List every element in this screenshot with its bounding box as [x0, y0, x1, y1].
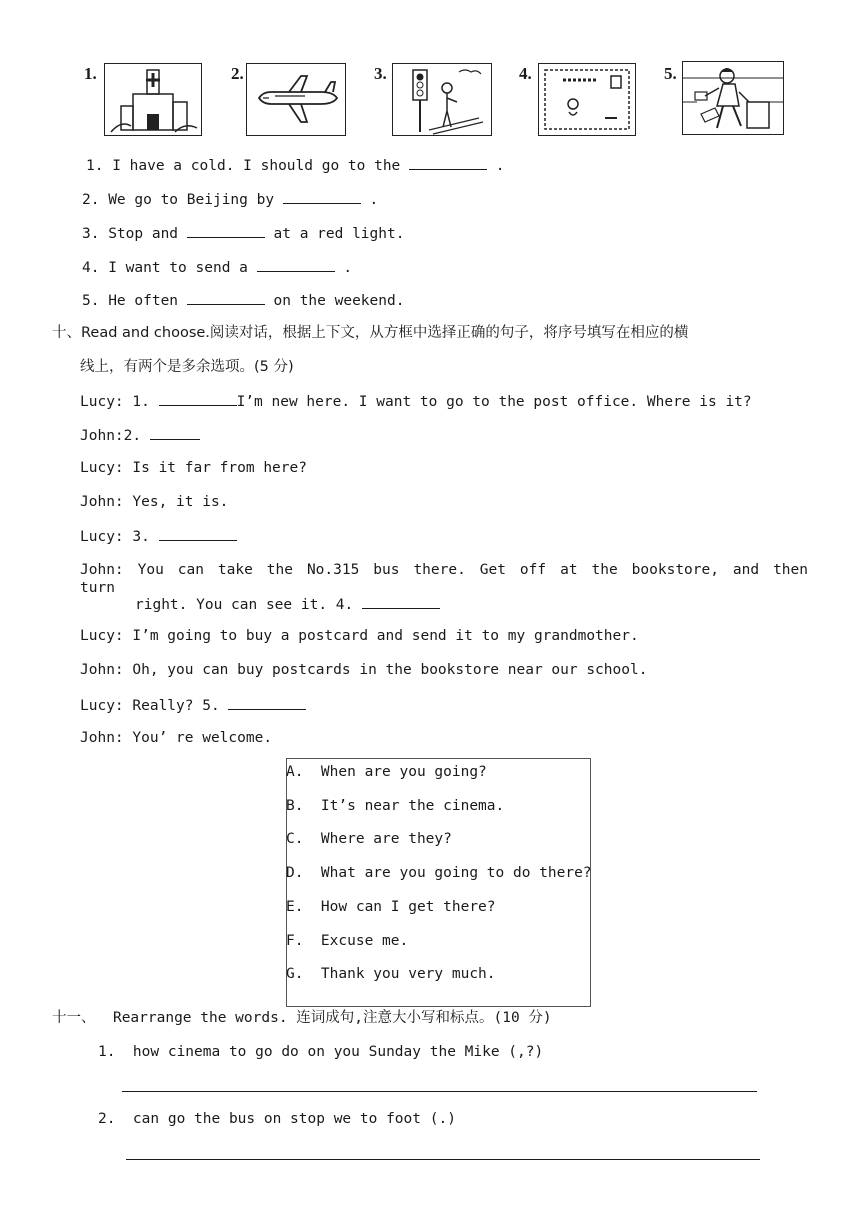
- dialogue-text: John:2.: [80, 428, 150, 444]
- dialogue-line-4: John: Yes, it is.: [80, 494, 229, 510]
- section-11-heading: 十一、 Rearrange the words. 连词成句,注意大小写和标点。(10 分): [52, 1010, 552, 1026]
- picture-number-1: 1.: [84, 64, 97, 83]
- traveler-icon: [682, 61, 784, 135]
- sentence-text: on the weekend.: [264, 293, 405, 309]
- dialogue-text: Lucy: 1.: [80, 394, 159, 410]
- picture-number-5: 5.: [664, 64, 677, 83]
- dialogue-text: Lucy: 3.: [80, 529, 159, 545]
- item-number: 4.: [82, 260, 100, 276]
- option-d: D. What are you going to do there?: [286, 865, 592, 881]
- option-g: G. Thank you very much.: [286, 966, 496, 982]
- option-f: F. Excuse me.: [286, 933, 409, 949]
- dialogue-text: Lucy: Really? 5.: [80, 698, 229, 714]
- sentence-text: .: [487, 158, 505, 174]
- item-number: 3.: [82, 226, 100, 242]
- picture-number-3: 3.: [374, 64, 387, 83]
- answer-blank[interactable]: [409, 155, 487, 170]
- item-number: 1.: [86, 158, 104, 174]
- sentence-text: .: [360, 192, 379, 208]
- option-c: C. Where are they?: [286, 831, 452, 847]
- answer-blank[interactable]: [257, 257, 335, 272]
- sentence-text: .: [334, 260, 353, 276]
- answer-blank[interactable]: [283, 189, 361, 204]
- fill-sentence-1: [86, 155, 504, 175]
- answer-blank[interactable]: [228, 695, 306, 710]
- answer-blank[interactable]: [150, 425, 200, 440]
- fill-sentence-5: [82, 290, 404, 310]
- option-e: E. How can I get there?: [286, 899, 496, 915]
- sentence-text: Stop and: [108, 226, 187, 242]
- answer-blank[interactable]: [159, 526, 237, 541]
- sentence-text: We go to Beijing by: [108, 192, 283, 208]
- rearrange-item-2: 2. can go the bus on stop we to foot (.): [98, 1111, 456, 1127]
- fill-sentence-4: [82, 257, 352, 277]
- answer-blank[interactable]: [159, 391, 237, 406]
- dialogue-text: right. You can see it. 4.: [135, 597, 362, 613]
- item-number: 2.: [82, 192, 100, 208]
- dialogue-line-7: Lucy: I’m going to buy a postcard and send it to my grandmother.: [80, 628, 639, 644]
- picture-number-4: 4.: [519, 64, 532, 83]
- answer-blank[interactable]: [187, 223, 265, 238]
- answer-line-1[interactable]: [122, 1091, 757, 1092]
- dialogue-line-6: John: You can take the No.315 bus there. Get off at the bookstore, and then turn: [80, 562, 808, 596]
- dialogue-line-8: John: Oh, you can buy postcards in the bookstore near our school.: [80, 662, 648, 678]
- answer-line-2[interactable]: [126, 1159, 760, 1160]
- rearrange-item-1: 1. how cinema to go do on you Sunday the Mike (,?): [98, 1044, 544, 1060]
- sentence-text: at a red light.: [264, 226, 405, 242]
- dialogue-text: I’m new here. I want to go to the post office. Where is it?: [236, 394, 752, 410]
- dialogue-line-6-cont: [135, 594, 440, 614]
- option-b: B. It’s near the cinema.: [286, 798, 505, 814]
- sentence-text: He often: [108, 293, 187, 309]
- answer-blank[interactable]: [187, 290, 265, 305]
- section-10-heading-cont: 线上，有两个是多余选项。(5 分): [80, 359, 294, 375]
- traffic-light-icon: [392, 63, 492, 136]
- picture-number-2: 2.: [231, 64, 244, 83]
- hospital-icon: [104, 63, 202, 136]
- item-number: 5.: [82, 293, 100, 309]
- dialogue-line-2: [80, 425, 200, 445]
- dialogue-line-9: [80, 695, 306, 715]
- dialogue-line-3: Lucy: Is it far from here?: [80, 460, 307, 476]
- section-10-heading: 十、Read and choose.阅读对话，根据上下文，从方框中选择正确的句子，将序号填写在相应的横: [52, 325, 689, 341]
- dialogue-line-1: [80, 391, 752, 411]
- dialogue-line-5: [80, 526, 237, 546]
- answer-blank[interactable]: [362, 594, 440, 609]
- envelope-icon: [538, 63, 636, 136]
- sentence-text: I have a cold. I should go to the: [112, 158, 410, 174]
- option-a: A. When are you going?: [286, 764, 487, 780]
- sentence-text: I want to send a: [108, 260, 257, 276]
- airplane-icon: [246, 63, 346, 136]
- dialogue-line-10: John: You’ re welcome.: [80, 730, 273, 746]
- fill-sentence-3: [82, 223, 404, 243]
- fill-sentence-2: [82, 189, 378, 209]
